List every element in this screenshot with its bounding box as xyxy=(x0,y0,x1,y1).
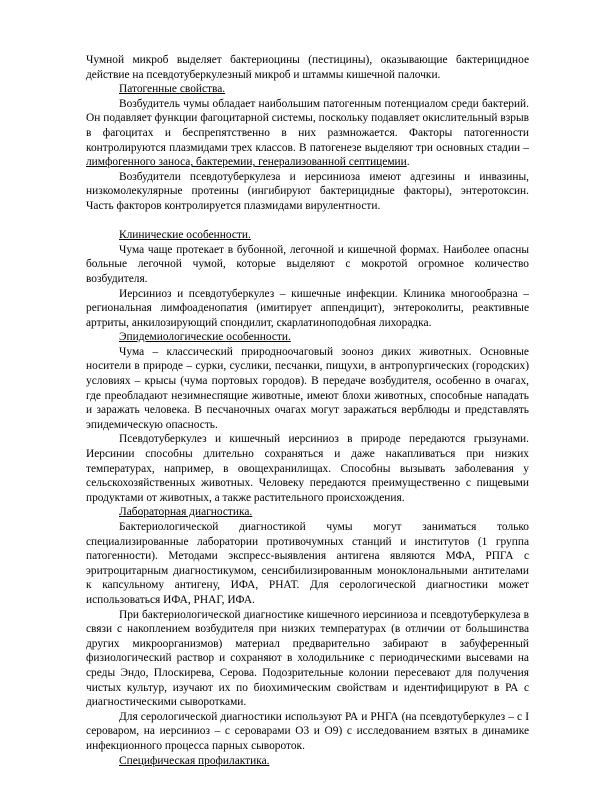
paragraph-plague-pathogenicity-end: . xyxy=(406,156,410,169)
heading-epidemiology xyxy=(86,330,529,345)
document-body xyxy=(86,53,529,768)
paragraph-pseudotuberculosis-factors: Возбудители псевдотуберкулеза и иерсиниоза имеют адгезины и инвазины, низкомолекулярные протеины (ингибируют бактерицидные факторы), энтеротоксин. Часть факторов контролируется плазмидами вирулентности. xyxy=(86,170,529,212)
paragraph-plague-pathogenicity xyxy=(86,97,529,170)
paragraph-bacteriocins: Чумной микроб выделяет бактериоцины (пестицины), оказывающие бактерицидное действие на псевдотуберкулезный микроб и штаммы кишечной палочки. xyxy=(86,54,529,81)
heading-epidemiology-text: Эпидемиологические особенности. xyxy=(119,331,291,344)
blank-line xyxy=(86,214,529,229)
heading-pathogenic-properties xyxy=(86,82,529,97)
paragraph-serological-diagnostics: Для серологической диагностики используют РА и РНГА (на псевдотуберкулез – с I сероваром, на иерсиниоз – с сероварами О3 и О9) с исследованием взятых в динамике инфекционного процесса парных сывороток. xyxy=(86,710,529,752)
pathogenesis-stages-underlined: лимфогенного заноса, бактеремии, генерализованной септицемии xyxy=(86,156,407,169)
paragraph-plague-epidemiology: Чума – классический природноочаговый зооноз диких животных. Основные носители в природе – сурки, суслики, песчанки, пищухи, в антропургических (городских) условиях – крысы (чума портовых городов). В передаче возбудителя, особенно в очагах, где преобладают незимнеспящие животные, имеют блохи животных, способные нападать и заражать человека. В песчаночных очагах могут заражаться верблюды и представлять эпидемическую опасность. xyxy=(86,345,529,431)
paragraph-plague-lab-diagnostics: Бактериологической диагностикой чумы могут заниматься только специализированные лаборатории противочумных станций и институтов (1 группа патогенности). Методами экспресс-выявления антигена являются МФА, РПГА с эритроцитарным диагностикумом, сенсибилизированным моноклональными антителами к капсульному антигену, ИФА, РНАТ. Для серологической диагностики может использоваться ИФА, РНАГ, ИФА. xyxy=(86,521,529,606)
heading-clinical-features-text: Клинические особенности. xyxy=(119,229,251,242)
heading-lab-diagnostics-text: Лабораторная диагностика. xyxy=(119,506,253,519)
paragraph-yersiniosis-bacteriology: При бактериологической диагностике кишечного иерсиниоза и псевдотуберкулеза в связи с накоплением возбудителя при низких температурах (в отличии от большинства других микроорганизмов) материал предварительно забирают в забуференный физиологический раствор и сохраняют в холодильнике с периодическими высевами на среды Эндо, Плоскирева, Серова. Подозрительные колонии пересевают для получения чистых культур, изучают их по биохимическим свойствам и идентифицируют в РА с диагностическими сыворотками. xyxy=(86,608,529,709)
paragraph-plague-pathogenicity-text: Возбудитель чумы обладает наибольшим патогенным потенциалом среди бактерий. Он подавляет функции фагоцитарной системы, поскольку подавляет окислительный взрыв в фагоцитах и беспрепятственно в них размножается. Факторы патогенности контролируются плазмидами трех классов. В патогенезе выделяют три основных стадии – xyxy=(86,97,529,154)
heading-lab-diagnostics xyxy=(86,505,529,520)
heading-specific-prophylaxis xyxy=(86,754,529,769)
paragraph-yersiniosis-clinic: Иерсиниоз и псевдотуберкулез – кишечные инфекции. Клиника многообразна – региональная лимфоаденопатия (имитирует аппендицит), энтероколиты, реактивные артриты, анкилозирующий спондилит, скарлатиноподобная лихорадка. xyxy=(86,287,529,329)
heading-pathogenic-properties-text: Патогенные свойства. xyxy=(119,83,226,96)
paragraph-plague-forms: Чума чаще протекает в бубонной, легочной и кишечной формах. Наиболее опасны больные легочной чумой, которые выделяют с мокротой огромное количество возбудителя. xyxy=(86,243,529,285)
paragraph-yersinia-transmission: Псевдотуберкулез и кишечный иерсиниоз в природе передаются грызунами. Иерсинии способны длительно сохраняться и даже накапливаться при низких температурах, например, в овощехранилищах. Способны вызывать заболевания у сельскохозяйственных животных. Человеку передаются преимущественно с пищевыми продуктами от животных, а также растительного происхождения. xyxy=(86,433,529,504)
heading-specific-prophylaxis-text: Специфическая профилактика. xyxy=(119,754,270,767)
heading-clinical-features xyxy=(86,228,529,243)
